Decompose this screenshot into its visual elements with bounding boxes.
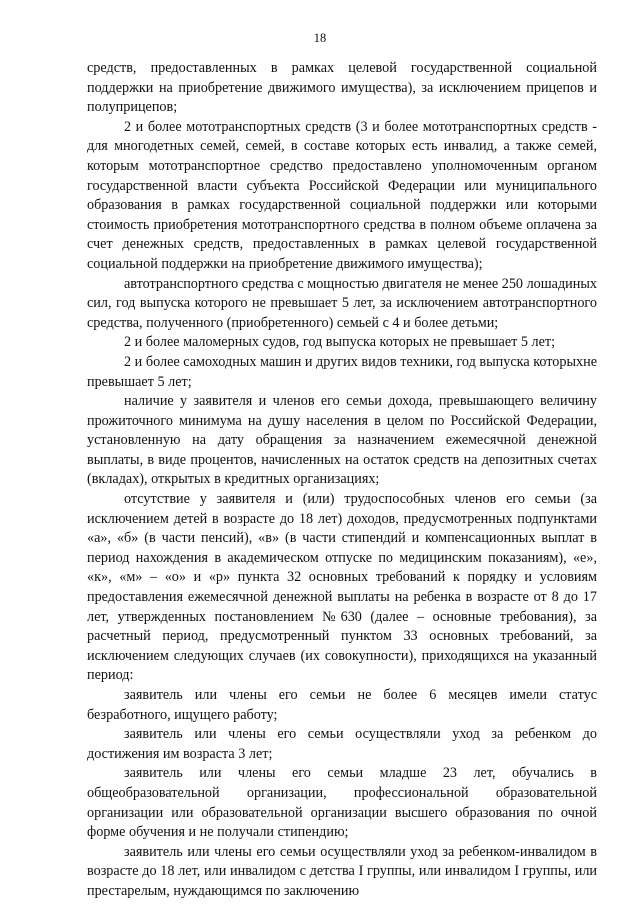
document-body (87, 59, 597, 902)
paragraph: автотранспортного средства с мощностью двигателя не менее 250 лошадиных сил, год выпуска которого не превышает 5 лет, за исключением автотранспортного средства, полученного (приобретенного) семьей с 4 и более детьми; (87, 275, 597, 331)
paragraph: заявитель или члены его семьи осуществляли уход за ребенком до достижения им возраста 3 лет; (87, 726, 597, 762)
paragraph: 2 и более самоходных машин и других видов техники, год выпуска которыхне превышает 5 лет; (87, 353, 597, 390)
page-number: 18 (313, 31, 327, 45)
paragraph: заявитель или члены его семьи осуществляли уход за ребенком-инвалидом в возрасте до 18 лет, или инвалидом с детства I группы, или инвалидом I группы, или престарелым, нуждающимся по заключению (87, 843, 597, 899)
paragraph: заявитель или члены его семьи не более 6 месяцев имели статус безработного, ищущего работу; (87, 687, 597, 723)
paragraph: 2 и более мототранспортных средств (3 и более мототранспортных средств - для многодетных семей, семей, в составе которых есть инвалид, а также семей, которым мототранспортное средство предоставлено уполномоченным органом государственной власти субъекта Российской Федерации или муниципального образования в рамках государственной социальной поддержки или которыми стоимость приобретения мототранспортного средства в полном объеме оплачена за счет денежных средств, предоставленных в рамках целевой государственной социальной поддержки на приобретение движимого имущества); (87, 118, 597, 272)
paragraph: отсутствие у заявителя и (или) трудоспособных членов его семьи (за исключением детей в возрасте до 18 лет) доходов, предусмотренных подпунктами «а», «б» (в части пенсий), «в» (в части стипендий и компенсационных выплат в период нахождения в академическом отпуске по медицинским показаниям), «е», «к», «м» – «о» и «р» пункта 32 основных требований к порядку и условиям предоставления ежемесячной денежной выплаты на ребенка в возрасте от 8 до 17 лет, утвержденных постановлением №630 (далее – основные требования), за расчетный период, предусмотренный пунктом 33 основных требований, за исключением следующих случаев (их совокупности), приходящихся на указанный период: (87, 491, 597, 684)
paragraph: средств, предоставленных в рамках целевой государственной социальной поддержки на приобретение движимого имущества), за исключением прицепов и полуприцепов; (87, 60, 597, 116)
paragraph: заявитель или члены его семьи младше 23 лет, обучались в общеобразовательной организации, профессиональной образовательной организации или образовательной организации высшего образования по очной форме обучения и не получали стипендию; (87, 765, 597, 841)
paragraph: наличие у заявителя и членов его семьи дохода, превышающего величину прожиточного минимума на душу населения в целом по Российской Федерации, установленную на дату обращения за назначением ежемесячной денежной выплаты, в виде процентов, начисленных на остаток средств на депозитных счетах (вкладах), открытых в кредитных организациях; (87, 393, 597, 488)
paragraph: 2 и более маломерных судов, год выпуска которых не превышает 5 лет; (124, 334, 556, 351)
